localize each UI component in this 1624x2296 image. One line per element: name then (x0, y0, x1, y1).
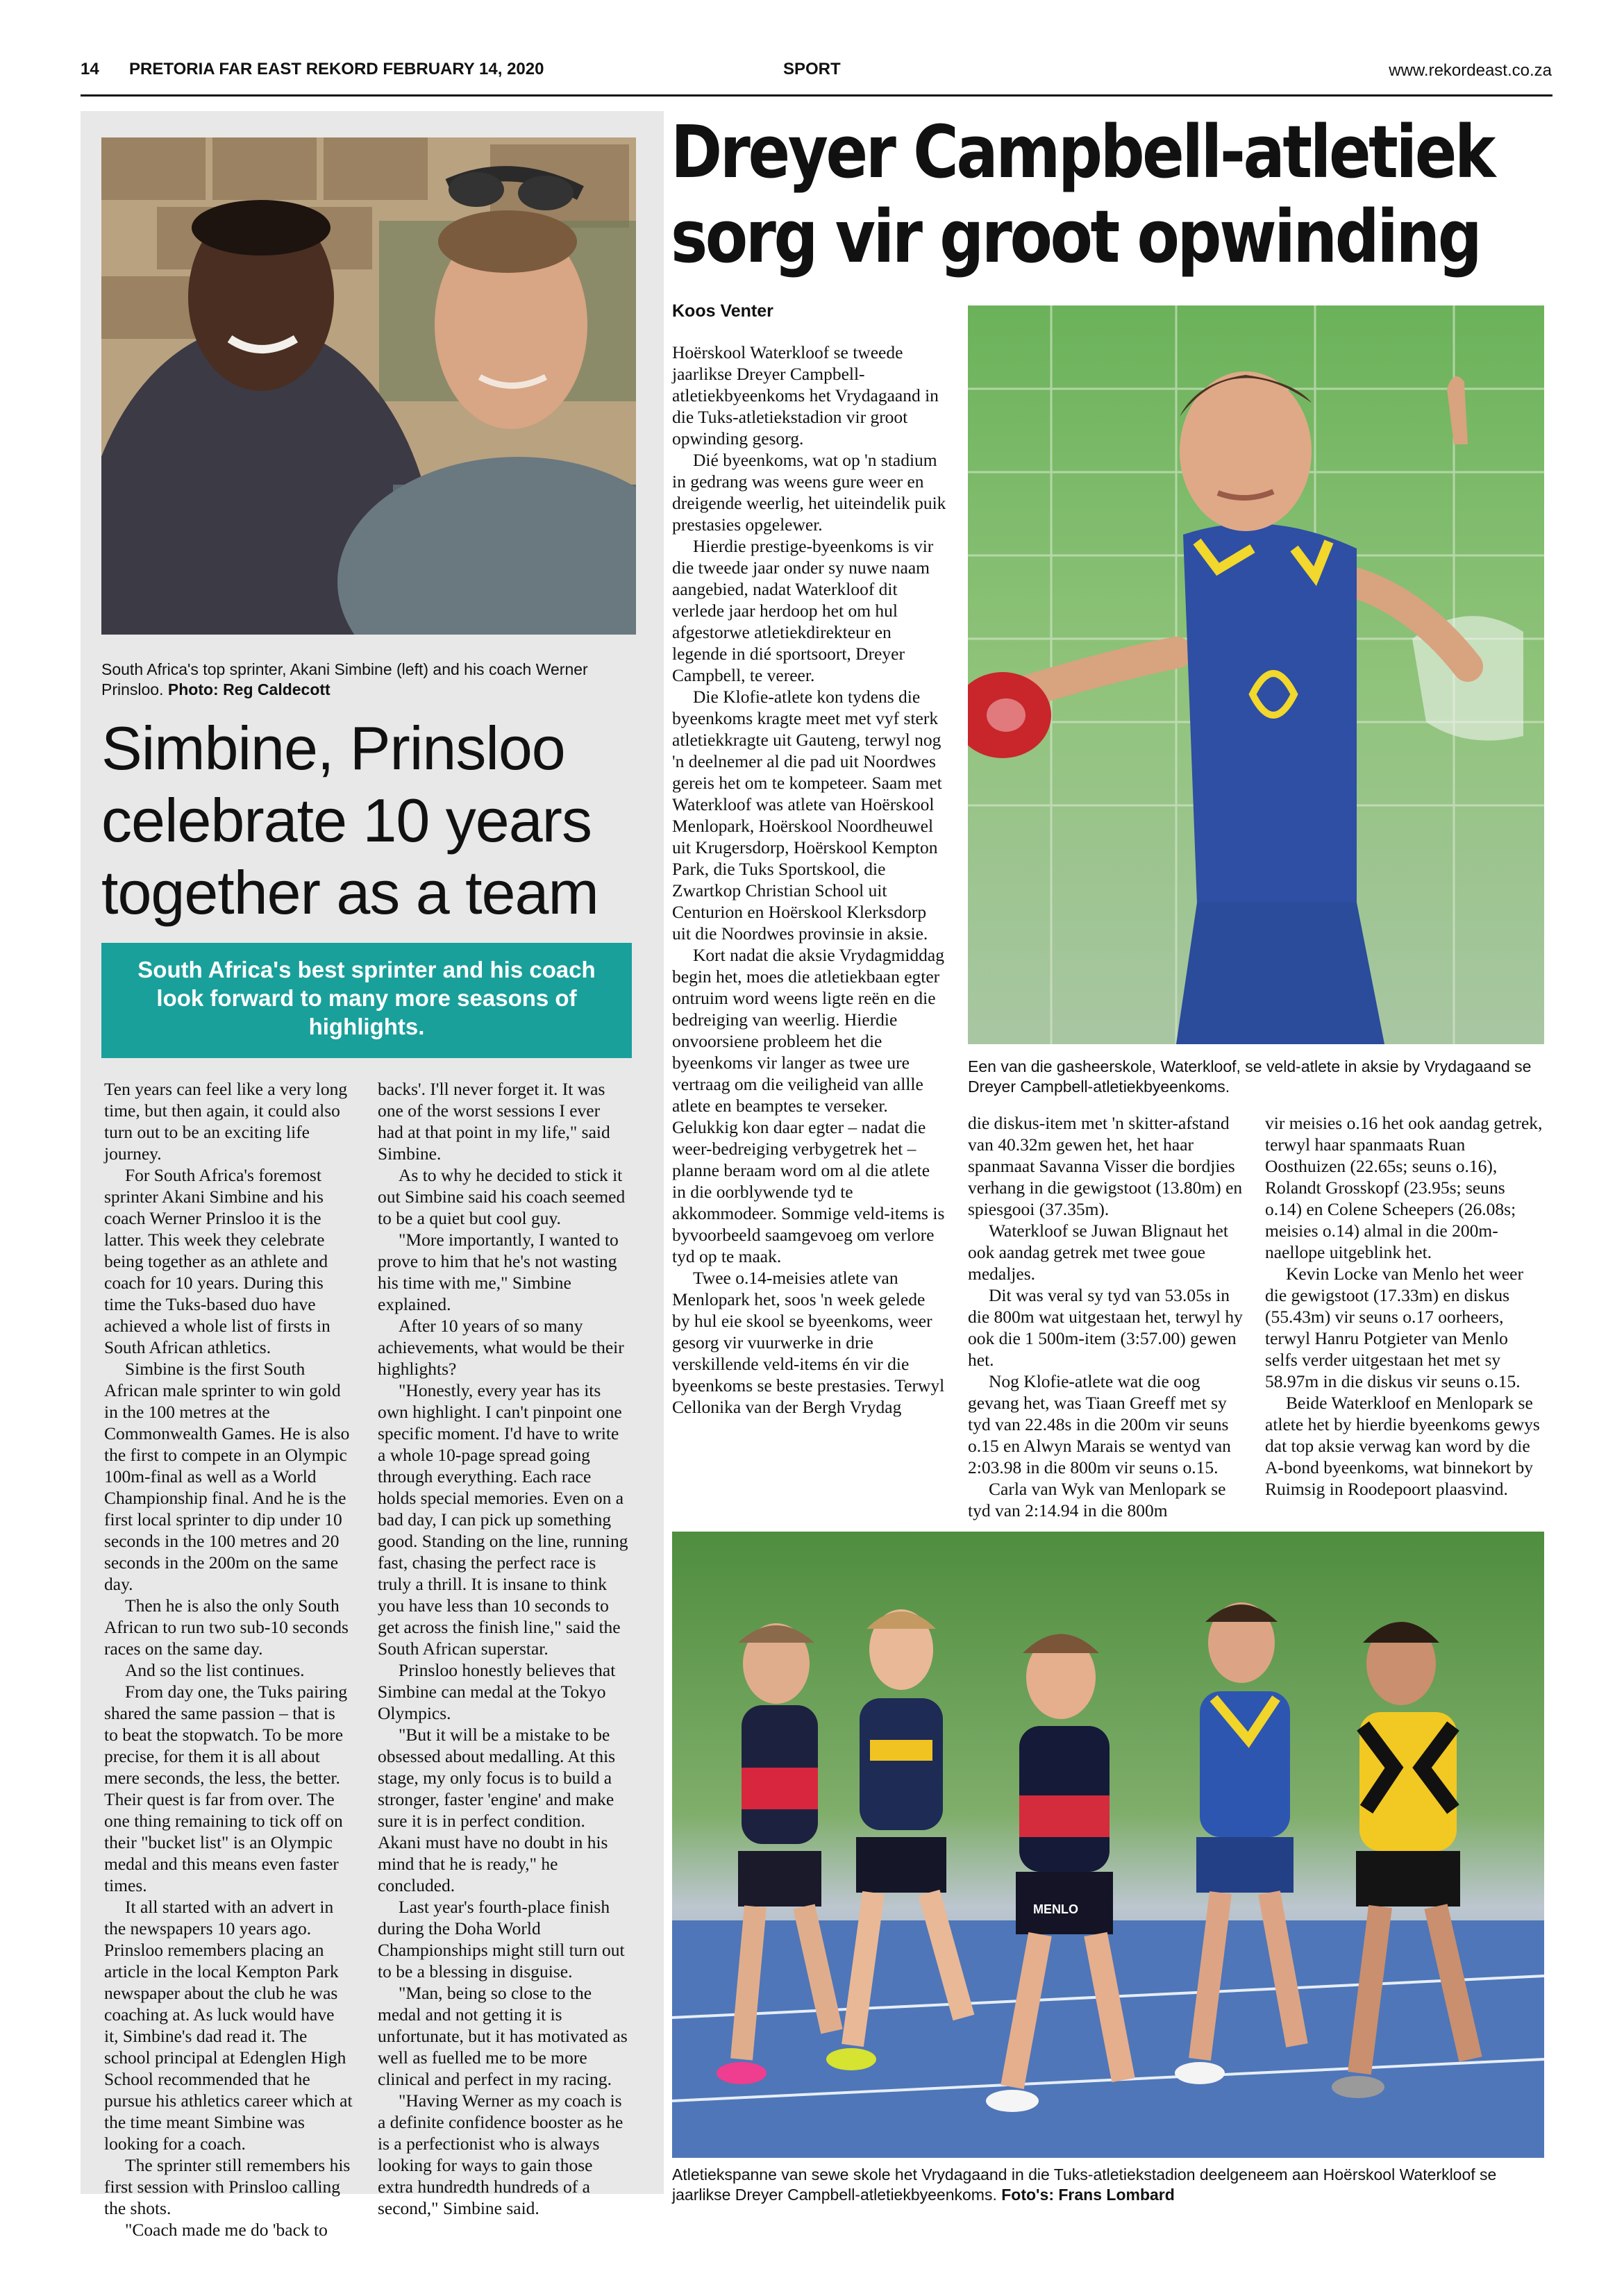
paragraph: Prinsloo honestly believes that Simbine can medal at the Tokyo Olympics. (378, 1660, 616, 1723)
website: www.rekordeast.co.za (1389, 61, 1552, 80)
paragraph: And so the list continues. (125, 1660, 305, 1680)
paragraph: The sprinter still remembers his first session with Prinsloo calling the shots. (104, 2155, 351, 2218)
photo-credit: Foto's: Frans Lombard (1001, 2186, 1175, 2204)
paragraph: die diskus-item met 'n skitter-afstand van 40.32m gewen het, het haar spanmaat Savanna Visser die bordjies verhang in die gewigstoot (13.80m) en spiesgooi (37.35m). (968, 1113, 1243, 1219)
runners-race-photo (672, 1532, 1544, 2158)
paragraph: It all started with an advert in the newspapers 10 years ago. Prinsloo remembers placing an article in the local Kempton Park newspaper about the club he was coaching at. As luck would have it, Simbine's dad read it. The school principal at Edenglen High School recommended that he pursue his athletics career which at the time meant Simbine was looking for a coach. (104, 1897, 353, 2154)
paragraph: Twee o.14-meisies atlete van Menlopark het, soos 'n week gelede by hul eie skool se byeenkoms, weer gesorg vir vuurwerke in drie verskillende veld-items én vir die byeenkoms se beste prestasies. Terwyl Cellonika van der Bergh Vrydag (672, 1268, 945, 1417)
section-name: SPORT (783, 60, 841, 78)
paragraph: "More importantly, I wanted to prove to him that he's not wasting his time with me," Simbine explained. (378, 1230, 619, 1314)
header-rule (81, 94, 1552, 97)
right-article-column-1 (672, 342, 946, 1418)
paragraph: From day one, the Tuks pairing shared the same passion – that is to beat the stopwatch. To be more precise, for them it is all about mere seconds, the less, the better. Their quest is far from over. The one thing remaining to tick off on their "bucket list" is an Olympic medal and this means even faster times. (104, 1682, 348, 1895)
paragraph: Ten years can feel like a very long time, but then again, it could also turn out to be an exciting life journey. (104, 1079, 348, 1164)
photo-caption-runners: Atletiekspanne van sewe skole het Vrydagaand in die Tuks-atletiekstadion deelgeneem aan Hoërskool Waterkloof se jaarlikse Dreyer Campbell-atletiekbyeenkoms. Foto's: Frans Lombard (672, 2165, 1497, 2204)
paragraph: Kort nadat die aksie Vrydagmiddag begin het, moes die atletiekbaan egter ontruim word weens ligte reën en die bedreiging van weerlig. Hierdie onvoorsiene probleem het die byeenkoms vir langer as twee ure vertraag om die veiligheid van allle atlete en beamptes te verseker. Gelukkig kon daar egter – nadat die weer-bedreiging verbygetrek het – planne beraam word om al die atlete in die oorblywende tyd te akkommodeer. Sommige veld-items is byvoorbeeld saamgevoeg om verlore tyd op te maak. (672, 945, 945, 1266)
headline-dreyer-campbell: Dreyer Campbell-atletiek sorg vir groot opwinding (671, 110, 1493, 279)
paragraph: Last year's fourth-place finish during the Doha World Championships might still turn out to be a blessing in disguise. (378, 1897, 625, 1981)
headline-simbine: Simbine, Prinsloo celebrate 10 years together as a team (101, 714, 598, 927)
paragraph: Beide Waterkloof en Menlopark se atlete het by hierdie byeenkoms gewys dat top aksie verwag kan word by die A-bond byeenkoms, wat binnekort by Ruimsig in Roodepoort plaasvind. (1265, 1393, 1540, 1499)
discus-athlete-photo (968, 305, 1544, 1044)
photo-caption-simbine: South Africa's top sprinter, Akani Simbine (left) and his coach Werner Prinsloo. Photo: Reg Caldecott (101, 660, 588, 698)
left-article-column-1 (104, 1078, 353, 2240)
paragraph: backs'. I'll never forget it. It was one of the worst sessions I ever had at that point in my life," said Simbine. (378, 1079, 610, 1164)
byline: Koos Venter (672, 301, 773, 321)
paragraph: Carla van Wyk van Menlopark se tyd van 2:14.94 in die 800m (968, 1479, 1226, 1520)
paragraph: Dit was veral sy tyd van 53.05s in die 800m wat uitgestaan het, terwyl hy ook die 1 500m-item (3:57.00) gewen het. (968, 1285, 1243, 1370)
photo-caption-discus: Een van die gasheerskole, Waterkloof, se veld-atlete in aksie by Vrydagaand se Dreyer Campbell-atletiekbyeenkoms. (968, 1057, 1532, 1096)
simbine-prinsloo-photo (101, 137, 636, 635)
paragraph: Simbine is the first South African male sprinter to win gold in the 100 metres at the Commonwealth Games. He is also the first to compete in an Olympic 100m-final as well as a World Championship final. And he is the first local sprinter to dip under 10 seconds in the 100 metres and 20 seconds in the 200m on the same day. (104, 1359, 350, 1594)
left-article-column-2 (378, 1078, 629, 2219)
right-article-column-3 (1265, 1112, 1544, 1500)
paragraph: "Man, being so close to the medal and not getting it is unfortunate, but it has motivated as well as fuelled me to be more clinical and perfect in my racing. (378, 1983, 628, 2089)
paragraph: Then he is also the only South African to run two sub-10 seconds races on the same day. (104, 1595, 349, 1659)
vest-text: MENLO (1033, 1902, 1078, 1916)
paragraph: After 10 years of so many achievements, what would be their highlights? (378, 1316, 624, 1379)
paragraph: "Honestly, every year has its own highlight. I can't pinpoint one specific moment. I'd have to write a whole 10-page spread going through everything. Each race holds special memories. Even on a bad day, I can pick up something good. Standing on the line, running fast, chasing the perfect race is truly a thrill. It is insane to think you have less than 10 seconds to get across the finish line," said the South African superstar. (378, 1380, 628, 1659)
paragraph: Hierdie prestige-byeenkoms is vir die tweede jaar onder sy nuwe naam aangebied, nadat Waterkloof dit verlede jaar herdoop het om hul afgestorwe atletiekdirekteur en legende in dié sportsoort, Dreyer Campbell, te vereer. (672, 536, 934, 685)
paragraph: "Having Werner as my coach is a definite confidence booster as he is a perfectionist who is always looking for ways to gain those extra hundredth hundreds of a second," Simbine said. (378, 2090, 623, 2218)
standfirst-box: South Africa's best sprinter and his coach look forward to many more seasons of highlights. (101, 943, 632, 1058)
paragraph: Waterkloof se Juwan Blignaut het ook aandag getrek met twee goue medaljes. (968, 1221, 1228, 1284)
paragraph: vir meisies o.16 het ook aandag getrek, terwyl haar spanmaats Ruan Oosthuizen (22.65s; seuns o.16), Rolandt Grosskopf (23.95s; seuns o.14) en Colene Scheepers (26.08s; meisies o.14) almal in die 200m-naellope uitgeblink het. (1265, 1113, 1543, 1262)
paragraph: For South Africa's foremost sprinter Akani Simbine and his coach Werner Prinsloo it is the latter. This week they celebrate being together as an athlete and coach for 10 years. During this time the Tuks-based duo have achieved a whole list of firsts in South African athletics. (104, 1165, 330, 1357)
right-article-column-2 (968, 1112, 1246, 1521)
paragraph: Nog Klofie-atlete wat die oog gevang het, was Tiaan Greeff met sy tyd van 22.48s in die 200m vir seuns o.15 en Alwyn Marais se wentyd van 2:03.98 in die 800m vir seuns o.15. (968, 1371, 1231, 1477)
publication-name: PRETORIA FAR EAST REKORD FEBRUARY 14, 2020 (129, 60, 544, 78)
paragraph: As to why he decided to stick it out Simbine said his coach seemed to be a quiet but cool guy. (378, 1165, 626, 1228)
paragraph: Kevin Locke van Menlo het weer die gewigstoot (17.33m) en diskus (55.43m) vir seuns o.17 oorheers, terwyl Hanru Potgieter van Menlo selfs verder uitgestaan het met sy 58.97m in die diskus vir seuns o.15. (1265, 1264, 1523, 1391)
paragraph: Die Klofie-atlete kon tydens die byeenkoms kragte meet met vyf sterk atletiekkragte uit Gauteng, terwyl nog 'n deelnemer al die pad uit Noordwes gereis het om te kompeteer. Saam met Waterkloof was atlete van Hoërskool Menlopark, Hoërskool Noordheuwel uit Krugersdorp, Hoërskool Kempton Park, die Tuks Sportskool, die Zwartkop Christian School uit Centurion en Hoërskool Klerksdorp uit die Noordwes provinsie in aksie. (672, 687, 942, 944)
paragraph: "But it will be a mistake to be obsessed about medalling. At this stage, my only focus is to build a stronger, faster 'engine' and make sure it is in perfect condition. Akani must have no doubt in his mind that he is ready," he concluded. (378, 1725, 616, 1895)
paragraph: "Coach made me do 'back to (125, 2220, 328, 2240)
page-number: 14 (81, 60, 99, 78)
photo-credit: Photo: Reg Caldecott (167, 680, 330, 698)
paragraph: Dié byeenkoms, wat op 'n stadium in gedrang was weens gure weer en dreigende weerlig, het uiteindelik puik prestasies opgelewer. (672, 450, 946, 535)
paragraph: Hoërskool Waterkloof se tweede jaarlikse Dreyer Campbell-atletiekbyeenkoms het Vrydagaand in die Tuks-atletiekstadion vir groot opwinding gesorg. (672, 342, 939, 449)
